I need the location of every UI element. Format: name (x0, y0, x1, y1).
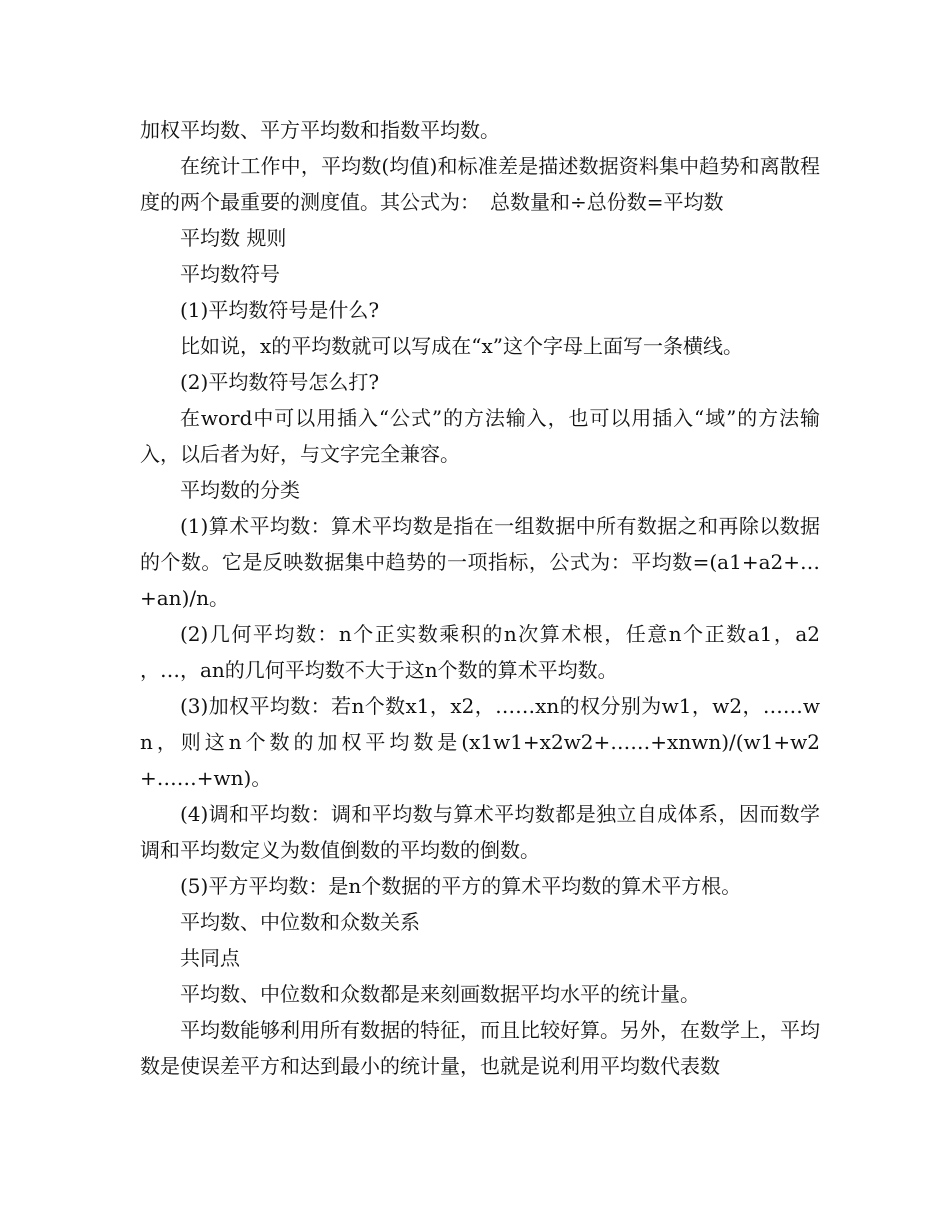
heading-common-points: 共同点 (180, 946, 240, 970)
item-weighted-mean: (3)加权平均数：若n个数x1，x2，……xn的权分别为w1，w2，……wn，则这n个数的加权平均数是(x1w1+x2w2+……+xnwn)/(w1+w2+……+wn)。 (140, 694, 820, 790)
item-quadratic-mean: (5)平方平均数：是n个数据的平方的算术平均数的算术平方根。 (180, 874, 742, 898)
item-arithmetic-mean: (1)算术平均数：算术平均数是指在一组数据中所有数据之和再除以数据的个数。它是反映数据集中趋势的一项指标，公式为：平均数=(a1+a2+…+an)/n。 (140, 514, 820, 610)
heading-relationship: 平均数、中位数和众数关系 (180, 910, 420, 934)
item-geometric-mean: (2)几何平均数：n个正实数乘积的n次算术根，任意n个正数a1，a2 ，…，an的几何平均数不大于这n个数的算术平均数。 (140, 622, 820, 682)
heading-symbol: 平均数符号 (180, 262, 280, 286)
document-body (140, 112, 820, 1084)
question-symbol-what: (1)平均数符号是什么? (180, 298, 380, 322)
paragraph-mean-features: 平均数能够利用所有数据的特征，而且比较好算。另外，在数学上，平均数是使误差平方和达到最小的统计量，也就是说利用平均数代表数 (140, 1018, 820, 1078)
paragraph-common-statement: 平均数、中位数和众数都是来刻画数据平均水平的统计量。 (180, 982, 700, 1006)
answer-symbol-what: 比如说，x的平均数就可以写成在“x”这个字母上面写一条横线。 (180, 334, 744, 358)
question-symbol-how: (2)平均数符号怎么打? (180, 370, 380, 394)
answer-symbol-how: 在word中可以用插入“公式”的方法输入，也可以用插入“域”的方法输入，以后者为好，与文字完全兼容。 (140, 406, 820, 466)
paragraph-formula-intro: 在统计工作中，平均数(均值)和标准差是描述数据资料集中趋势和离散程度的两个最重要的测度值。其公式为： 总数量和÷总份数=平均数 (140, 154, 820, 214)
heading-rules: 平均数 规则 (180, 226, 287, 250)
item-harmonic-mean: (4)调和平均数：调和平均数与算术平均数都是独立自成体系，因而数学调和平均数定义为数值倒数的平均数的倒数。 (140, 802, 820, 862)
heading-classification: 平均数的分类 (180, 478, 300, 502)
paragraph-continuation: 加权平均数、平方平均数和指数平均数。 (140, 118, 500, 142)
